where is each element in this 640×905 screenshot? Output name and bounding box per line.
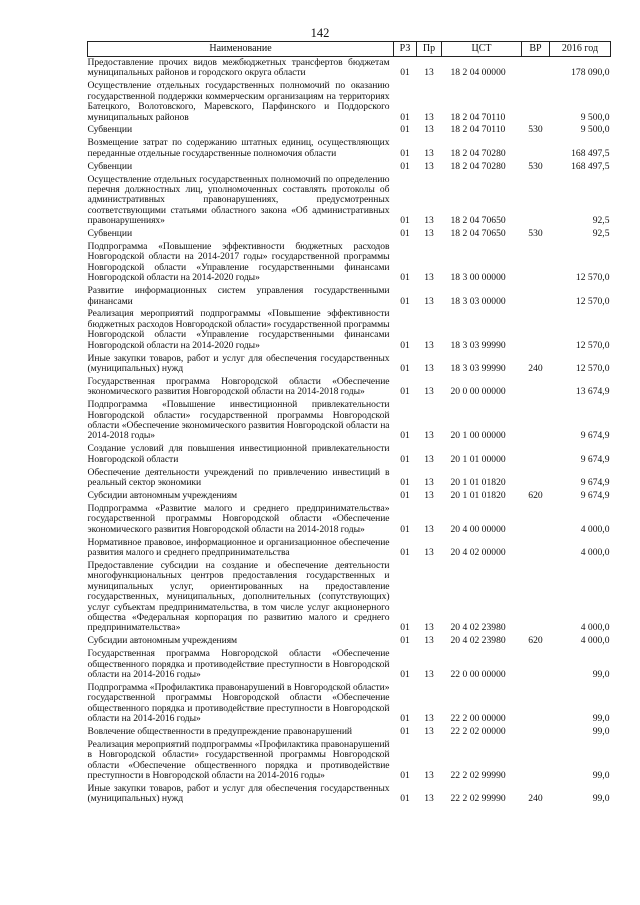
header-year: 2016 год [550, 42, 611, 57]
row-pr: 13 [424, 147, 434, 159]
row-name: Реализация мероприятий подпрограммы «Повышение эффективности бюджетных расходов Новгородской области» государственной программы Новгородской области «Управление государственными финансами Новгородской области на 2014-2020 годы» [87, 308, 390, 351]
row-vr [522, 467, 550, 490]
row-cst: 18 3 00 00000 [450, 272, 506, 284]
row-name: Субсидии автономным учреждениям [87, 635, 238, 647]
row-pr: 13 [424, 111, 434, 123]
table-row [88, 57, 611, 81]
table-row [88, 739, 611, 783]
row-rz: 01 [400, 228, 410, 240]
row-pr: 13 [424, 622, 434, 634]
row-vr: 530 [528, 124, 543, 136]
row-cst: 22 2 02 99990 [450, 770, 506, 782]
row-cst: 22 2 02 00000 [450, 725, 506, 737]
row-rz: 01 [400, 489, 410, 501]
table-row [88, 80, 611, 124]
row-pr: 13 [424, 713, 434, 725]
table-row [88, 682, 611, 726]
row-rz: 01 [400, 272, 410, 284]
header-pr: Пр [417, 42, 442, 57]
table-row [88, 648, 611, 682]
row-cst: 20 4 02 23980 [450, 622, 506, 634]
row-vr [522, 399, 550, 443]
row-pr: 13 [424, 635, 434, 647]
table-row [88, 560, 611, 635]
table-row [88, 161, 611, 174]
row-sum: 12 570,0 [575, 339, 610, 351]
row-sum: 9 674,9 [580, 477, 610, 489]
row-pr: 13 [424, 770, 434, 782]
row-name: Государственная программа Новгородской области «Обеспечение общественного порядка и противодействие преступности в Новгородской области на 2014-2016 годы» [87, 648, 390, 680]
row-pr: 13 [424, 339, 434, 351]
table-row [88, 137, 611, 160]
row-cst: 20 4 00 00000 [450, 523, 506, 535]
row-rz: 01 [400, 477, 410, 489]
table-row [88, 726, 611, 739]
row-pr: 13 [424, 668, 434, 680]
row-sum: 92,5 [592, 215, 610, 227]
row-sum: 9 500,0 [580, 124, 610, 136]
row-rz: 01 [400, 453, 410, 465]
row-rz: 01 [400, 523, 410, 535]
row-rz: 01 [400, 668, 410, 680]
row-pr: 13 [424, 477, 434, 489]
row-sum: 99,0 [592, 713, 610, 725]
row-name: Государственная программа Новгородской области «Обеспечение экономического развития Новгородской области на 2014-2018 годы» [87, 375, 390, 398]
row-rz: 01 [400, 160, 410, 172]
row-cst: 18 3 03 99990 [450, 339, 506, 351]
row-rz: 01 [400, 713, 410, 725]
row-name: Развитие информационных систем управления государственными финансами [87, 285, 390, 307]
row-name: Нормативное правовое, информационное и организационное обеспечение развития малого и среднего предпринимательства [87, 536, 390, 558]
row-cst: 18 2 04 70110 [450, 111, 506, 123]
page-number: 142 [310, 26, 330, 40]
row-pr: 13 [424, 160, 434, 172]
row-cst: 18 2 04 70110 [450, 124, 506, 136]
row-rz: 01 [400, 339, 410, 351]
table-row [88, 376, 611, 399]
row-cst: 20 4 02 23980 [450, 635, 506, 647]
row-sum: 99,0 [592, 725, 610, 737]
table-row [88, 174, 611, 229]
row-sum: 9 674,9 [580, 489, 610, 501]
table-row [88, 308, 611, 352]
row-sum: 99,0 [592, 793, 610, 805]
row-vr: 240 [528, 362, 543, 374]
row-cst: 22 2 02 99990 [450, 793, 506, 805]
row-name: Субвенции [87, 124, 133, 136]
row-rz: 01 [400, 386, 410, 398]
table-row [88, 228, 611, 241]
row-sum: 4 000,0 [580, 635, 610, 647]
row-pr: 13 [424, 453, 434, 465]
table-row [88, 503, 611, 537]
row-sum: 9 500,0 [580, 111, 610, 123]
row-rz: 01 [400, 111, 410, 123]
row-rz: 01 [400, 67, 410, 79]
row-name: Предоставление субсидии на создание и обеспечение деятельности многофункциональных центров предоставления государственных и муниципальных услуг, ориентированных на предоставление государственных, муниципальных, дополнительных (сопутствующих) услуг субъектам предпринимательства, в том числе услуг акционерного общества «Федеральная корпорация по развитию малого и среднего предпринимательства» [87, 559, 390, 634]
row-vr [522, 57, 550, 81]
row-vr: 620 [528, 635, 543, 647]
table-row [88, 537, 611, 560]
row-name: Вовлечение общественности в предупреждение правонарушений [87, 725, 353, 737]
row-pr: 13 [424, 215, 434, 227]
row-pr: 13 [424, 295, 434, 307]
table-row [88, 353, 611, 376]
row-vr [522, 537, 550, 560]
row-vr [522, 241, 550, 285]
row-sum: 9 674,9 [580, 453, 610, 465]
row-name: Иные закупки товаров, работ и услуг для обеспечения государственных (муниципальных) нужд [87, 783, 390, 805]
table-row [88, 783, 611, 806]
row-pr: 13 [424, 124, 434, 136]
row-pr: 13 [424, 523, 434, 535]
table-row [88, 635, 611, 648]
row-name: Подпрограмма «Повышение инвестиционной привлекательности Новгородской области» государственной программы Новгородской области «Обеспечение экономического развития Новгородской области на 2014-2018 годы» [87, 399, 390, 442]
row-sum: 12 570,0 [575, 295, 610, 307]
row-vr [522, 560, 550, 635]
row-cst: 18 2 04 70280 [450, 160, 506, 172]
row-cst: 18 3 03 99990 [450, 362, 506, 374]
table-body [88, 57, 611, 807]
row-sum: 12 570,0 [575, 362, 610, 374]
row-pr: 13 [424, 725, 434, 737]
row-cst: 20 0 00 00000 [450, 386, 506, 398]
table-row [88, 399, 611, 443]
row-sum: 4 000,0 [580, 622, 610, 634]
row-sum: 4 000,0 [580, 523, 610, 535]
row-sum: 4 000,0 [580, 546, 610, 558]
row-name: Создание условий для повышения инвестиционной привлекательности Новгородской области [87, 443, 390, 465]
row-sum: 168 497,5 [571, 160, 610, 172]
row-name: Реализация мероприятий подпрограммы «Профилактика правонарушений в Новгородской области» государственной программы Новгородской области «Обеспечение общественного порядка и противодействие преступности в Новгородской области на 2014-2016 годы» [87, 738, 390, 782]
row-sum: 168 497,5 [571, 147, 610, 159]
row-cst: 20 4 02 00000 [450, 546, 506, 558]
row-pr: 13 [424, 67, 434, 79]
row-cst: 20 1 01 01820 [450, 489, 506, 501]
row-rz: 01 [400, 622, 410, 634]
row-cst: 20 1 00 00000 [450, 430, 506, 442]
row-sum: 12 570,0 [575, 272, 610, 284]
row-cst: 20 1 01 00000 [450, 453, 506, 465]
row-name: Предоставление прочих видов межбюджетных трансфертов бюджетам муниципальных районов и городского округа области [87, 57, 390, 79]
row-vr [522, 285, 550, 308]
row-sum: 13 674,9 [575, 386, 610, 398]
row-name: Возмещение затрат по содержанию штатных единиц, осуществляющих переданные отдельные государственные полномочия области [87, 137, 390, 159]
row-name: Субсидии автономным учреждениям [87, 489, 238, 501]
row-cst: 18 3 03 00000 [450, 295, 506, 307]
row-name: Осуществление отдельных государственных полномочий по оказанию государственной поддержки коммерческим организациям на территориях Батецкого, Волотовского, Маревского, Парфинского и Поддорского муниципальных районов [87, 80, 390, 123]
row-pr: 13 [424, 272, 434, 284]
row-name: Подпрограмма «Повышение эффективности бюджетных расходов Новгородской области на 2014-2017 годы» государственной программы Новгородской области «Управление государственными финансами Новгородской области на 2014-2020 годы» [87, 241, 390, 284]
row-rz: 01 [400, 546, 410, 558]
row-rz: 01 [400, 770, 410, 782]
row-cst: 20 1 01 01820 [450, 477, 506, 489]
row-name: Обеспечение деятельности учреждений по привлечению инвестиций в реальный сектор экономики [87, 466, 390, 489]
row-cst: 18 2 04 70650 [450, 215, 506, 227]
row-vr [522, 137, 550, 160]
row-vr [522, 80, 550, 124]
row-pr: 13 [424, 793, 434, 805]
table-row [88, 490, 611, 503]
row-name: Иные закупки товаров, работ и услуг для обеспечения государственных (муниципальных) нужд [87, 352, 390, 374]
table-row [88, 124, 611, 137]
row-vr: 620 [528, 489, 543, 501]
row-rz: 01 [400, 793, 410, 805]
row-vr [522, 739, 550, 783]
row-vr [522, 308, 550, 352]
row-pr: 13 [424, 386, 434, 398]
row-vr: 530 [528, 228, 543, 240]
row-sum: 99,0 [592, 770, 610, 782]
row-name: Подпрограмма «Профилактика правонарушений в Новгородской области» государственной программы Новгородской области «Обеспечение общественного порядка и противодействие преступности в Новгородской области на 2014-2016 годы» [87, 681, 390, 725]
row-vr [522, 503, 550, 537]
row-cst: 18 2 04 00000 [450, 67, 506, 79]
row-vr [522, 682, 550, 726]
row-vr [522, 443, 550, 466]
table-row [88, 467, 611, 490]
row-sum: 178 090,0 [571, 67, 610, 79]
table-header-row [88, 42, 611, 57]
row-rz: 01 [400, 215, 410, 227]
row-cst: 22 2 00 00000 [450, 713, 506, 725]
row-vr: 530 [528, 160, 543, 172]
row-name: Осуществление отдельных государственных полномочий по определению перечня должностных лиц, уполномоченных составлять протоколы об административных правонарушениях, предусмотренных соответствующими статьями областного закона «Об административных правонарушениях» [87, 173, 390, 227]
row-rz: 01 [400, 430, 410, 442]
table-row [88, 285, 611, 308]
row-name: Субвенции [87, 228, 133, 240]
row-pr: 13 [424, 430, 434, 442]
row-vr [522, 648, 550, 682]
header-vr: ВР [522, 42, 550, 57]
row-cst: 18 2 04 70280 [450, 147, 506, 159]
row-cst: 22 0 00 00000 [450, 668, 506, 680]
header-cst: ЦСТ [442, 42, 522, 57]
row-sum: 9 674,9 [580, 430, 610, 442]
row-pr: 13 [424, 228, 434, 240]
row-rz: 01 [400, 635, 410, 647]
table-row [88, 241, 611, 285]
row-name: Подпрограмма «Развитие малого и среднего предпринимательства» государственной программы Новгородской области «Обеспечение экономического развития Новгородской области на 2014-2018 годы» [87, 502, 390, 535]
row-rz: 01 [400, 725, 410, 737]
row-pr: 13 [424, 362, 434, 374]
row-pr: 13 [424, 546, 434, 558]
row-name: Субвенции [87, 160, 133, 172]
row-vr [522, 726, 550, 739]
header-rz: РЗ [394, 42, 417, 57]
row-sum: 92,5 [592, 228, 610, 240]
row-vr [522, 174, 550, 229]
budget-table [87, 41, 611, 806]
row-cst: 18 2 04 70650 [450, 228, 506, 240]
header-name: Наименование [88, 42, 394, 57]
table-row [88, 443, 611, 466]
row-sum: 99,0 [592, 668, 610, 680]
row-rz: 01 [400, 147, 410, 159]
row-rz: 01 [400, 295, 410, 307]
row-rz: 01 [400, 124, 410, 136]
row-vr [522, 376, 550, 399]
row-pr: 13 [424, 489, 434, 501]
row-rz: 01 [400, 362, 410, 374]
row-vr: 240 [528, 793, 543, 805]
